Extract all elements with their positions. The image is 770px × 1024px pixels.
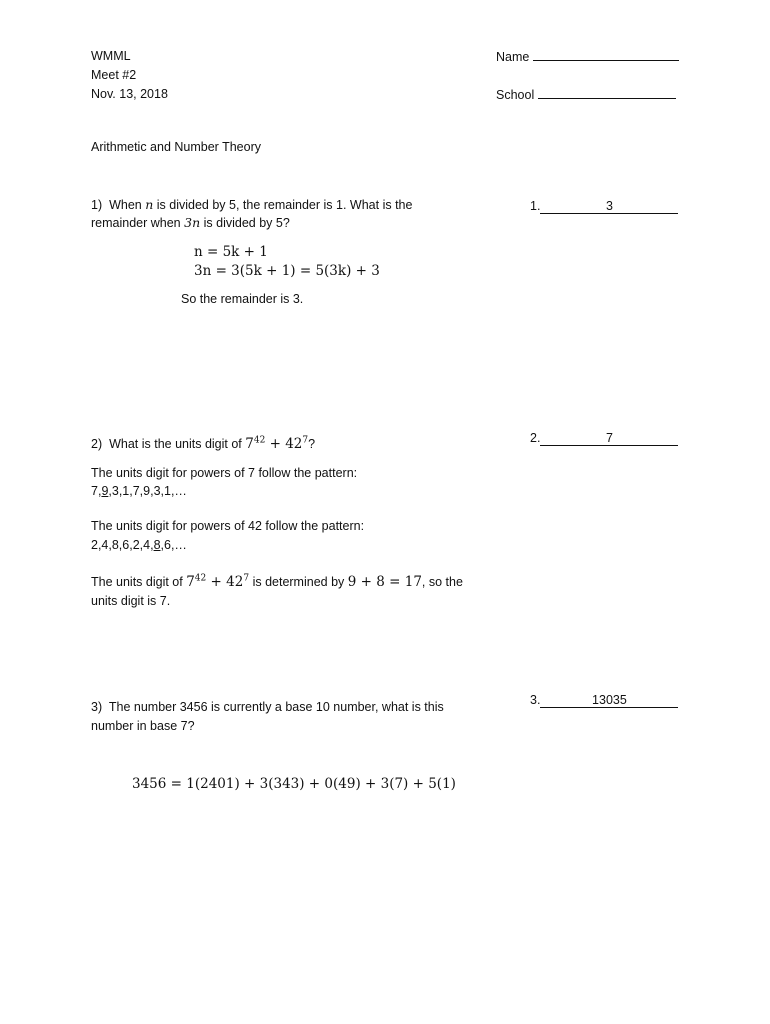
topic-title: Arithmetic and Number Theory [91, 140, 261, 154]
q3-line2: number in base 7? [91, 719, 195, 733]
q1-line1: 1) When n is divided by 5, the remainder is 1. What is the [91, 197, 413, 212]
org-name: WMML [91, 49, 131, 63]
q2-pattern42-label: The units digit for powers of 42 follow the pattern: [91, 519, 365, 533]
q2-pattern42-sequence: 2,4,8,6,2,4,8,6,… [91, 538, 187, 552]
q2-pattern7-sequence: 7,9,3,1,7,9,3,1,… [91, 484, 187, 498]
meet-date: Nov. 13, 2018 [91, 87, 168, 101]
q2-answer-field[interactable] [530, 429, 678, 447]
q1-answer-label: 1. [530, 199, 541, 213]
q3-answer-label: 3. [530, 693, 541, 707]
q3-line1: 3) The number 3456 is currently a base 10 number, what is this [91, 700, 444, 714]
q1-answer-field[interactable] [530, 197, 678, 215]
q3-answer[interactable]: 13035 [540, 693, 678, 708]
q2-question: 2) What is the units digit of $7^{42} + 42^7$? [91, 435, 316, 452]
school-blank[interactable] [538, 85, 676, 99]
q2-pattern7-label: The units digit for powers of 7 follow the pattern: [91, 466, 358, 480]
q1-answer[interactable]: 3 [540, 199, 678, 214]
name-blank[interactable] [533, 47, 679, 61]
q1-line2: remainder when 3n is divided by 5? [91, 215, 290, 230]
name-label: Name [496, 50, 530, 64]
school-label: School [496, 88, 535, 102]
q1-conclusion: So the remainder is 3. [181, 292, 304, 306]
name-field[interactable] [496, 47, 679, 66]
q1-equation-2: 3n = 3(5k + 1) = 5(3k) + 3 [194, 263, 380, 279]
q2-answer-label: 2. [530, 431, 541, 445]
school-field[interactable] [496, 85, 676, 104]
q3-equation: 3456 = 1(2401) + 3(343) + 0(49) + 3(7) + 5(1) [132, 776, 456, 792]
q2-explanation-line2: units digit is 7. [91, 594, 171, 608]
q2-explanation-line1: The units digit of $7^{42} + 42^7$ is determined by 9 + 8 = 17, so the [91, 573, 463, 590]
q3-answer-field[interactable] [530, 691, 678, 709]
q1-equation-1: n = 5k + 1 [194, 244, 268, 260]
meet-number: Meet #2 [91, 68, 137, 82]
q2-answer[interactable]: 7 [540, 431, 678, 446]
